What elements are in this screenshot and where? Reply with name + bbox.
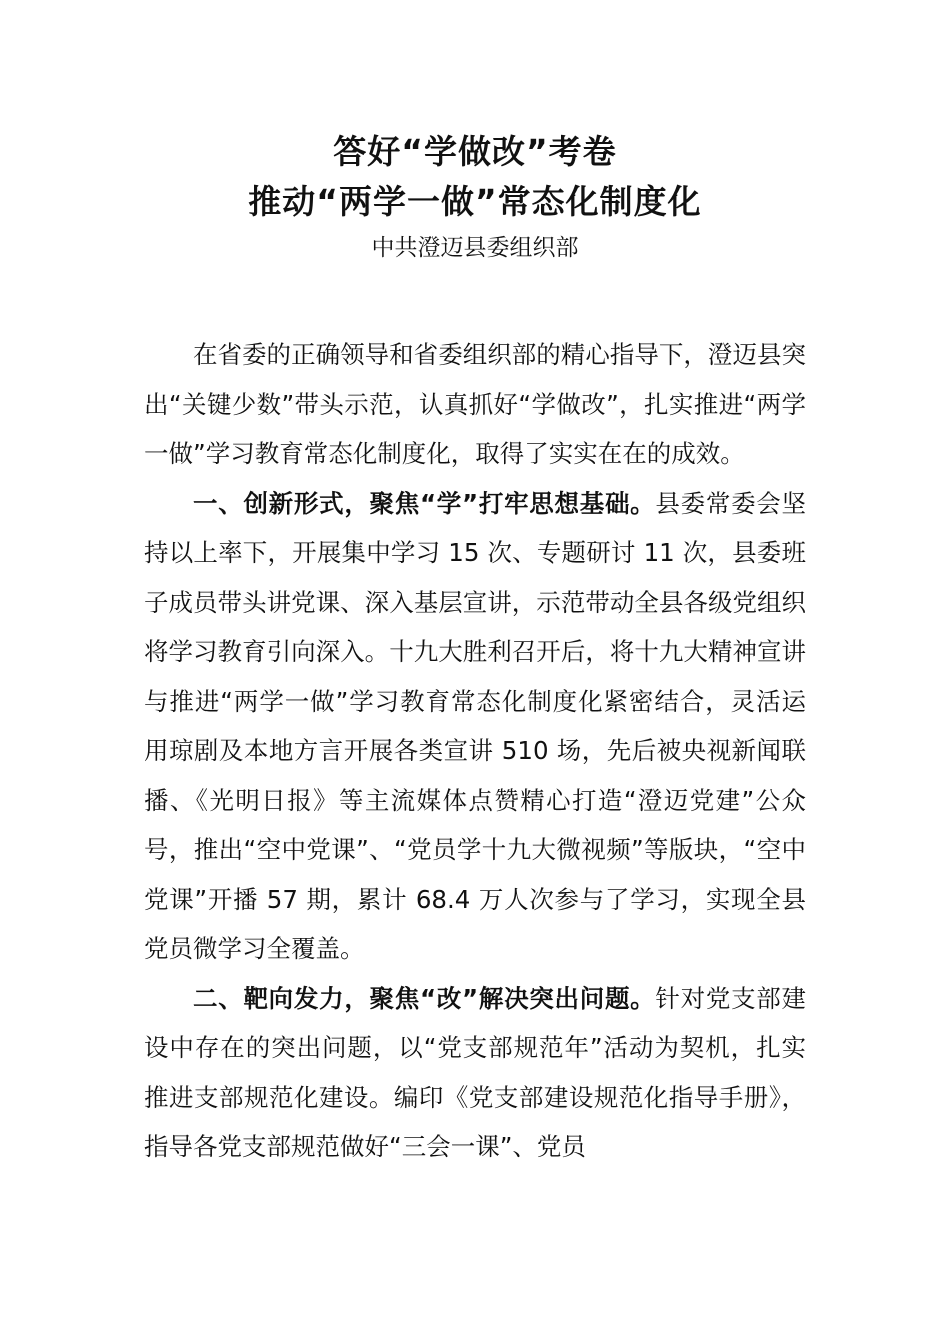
paragraph-text: 县委常委会坚持以上率下，开展集中学习 15 次、专题研讨 11 次，县委班子成员带头讲党课、深入基层宣讲，示范带动全县各级党组织将学习教育引向深入。十九大胜利召开后，将十九大精神宣讲与推进“两学一做”学习教育常态化制度化紧密结合，灵活运用琼剧及本地方言开展各类宣讲 510 场，先后被央视新闻联播、《光明日报》等主流媒体点赞精心打造“澄迈党建”公众号，推出“空中党课”、“党员学十九大微视频”等版块，“空中党课”开播 57 期，累计 68.4 万人次参与了学习，实现全县党员微学习全覆盖。	[144, 488, 807, 963]
paragraph-intro	[144, 330, 806, 479]
paragraph-text: 针对党支部建设中存在的突出问题，以“党支部规范年”活动为契机，扎实推进支部规范化建设。编印《党支部建设规范化指导手册》，指导各党支部规范做好“三会一课”、党员	[144, 983, 807, 1161]
section-heading: 二、靶向发力，聚焦“改”解决突出问题。	[193, 983, 656, 1013]
paragraph-section-1	[144, 479, 806, 974]
section-heading: 一、创新形式，聚焦“学”打牢思想基础。	[193, 488, 656, 518]
document-author: 中共澄迈县委组织部	[371, 235, 579, 261]
paragraph-text: 在省委的正确领导和省委组织部的精心指导下，澄迈县突出“关键少数”带头示范，认真抓好“学做改”，扎实推进“两学一做”学习教育常态化制度化，取得了实实在在的成效。	[144, 340, 806, 468]
paragraph-section-2	[144, 974, 806, 1172]
document-title-line-2: 推动“两学一做”常态化制度化	[248, 182, 702, 221]
document-title-line-1: 答好“学做改”考卷	[333, 132, 617, 171]
document-body	[144, 330, 806, 1172]
